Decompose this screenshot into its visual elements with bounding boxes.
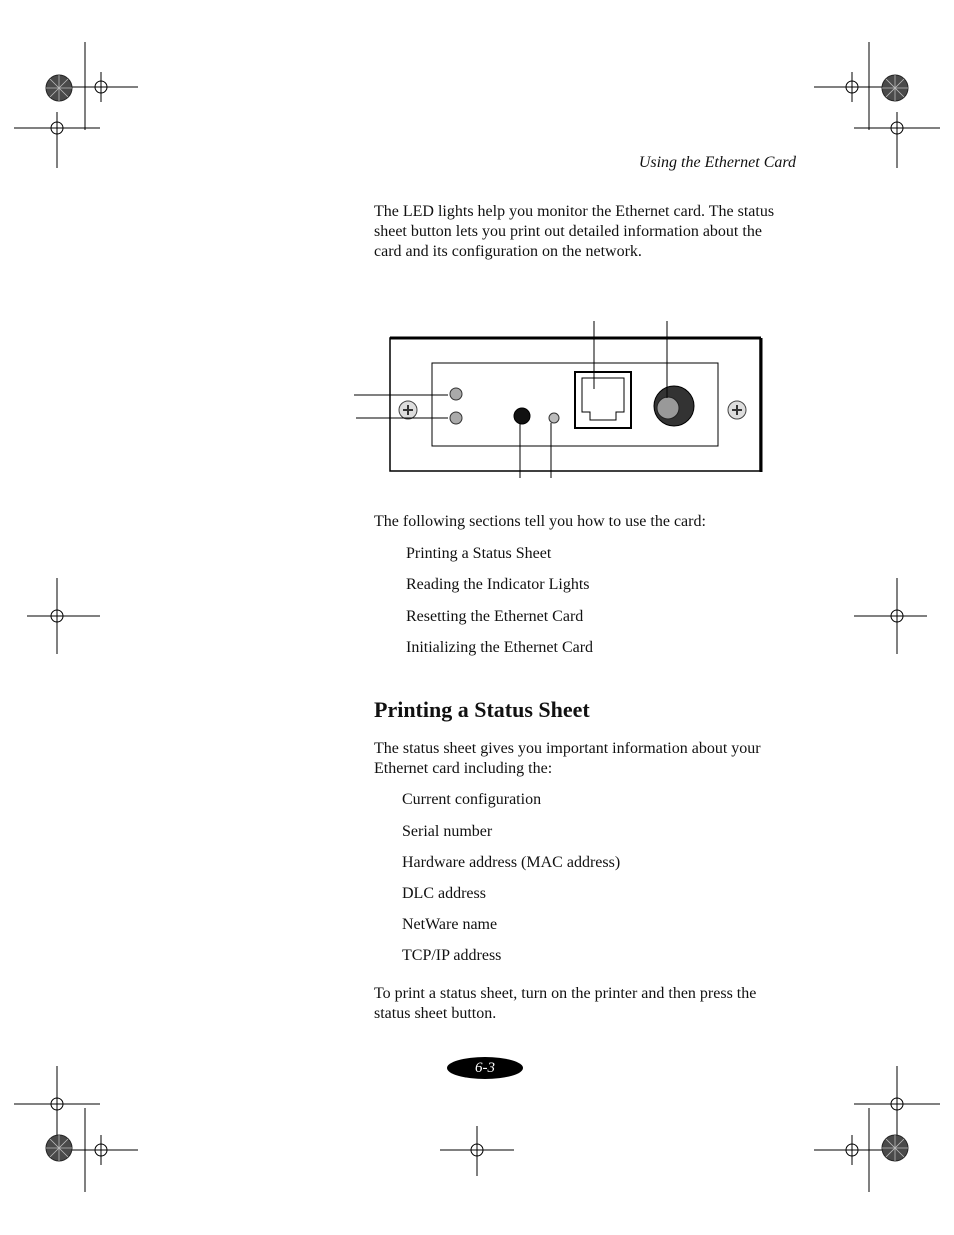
- intro-line: sheet button lets you print out detailed information about the: [374, 223, 762, 240]
- list-item: Initializing the Ethernet Card: [406, 639, 594, 656]
- list-item: Hardware address (MAC address): [402, 854, 621, 871]
- status-sheet-button: [514, 408, 530, 424]
- section-heading: Printing a Status Sheet: [374, 697, 590, 722]
- status-intro: [374, 739, 804, 779]
- closing-line: status sheet button.: [374, 1005, 497, 1022]
- list-item: Current configuration: [402, 791, 542, 808]
- list-item: Serial number: [402, 823, 493, 840]
- screw-icon: [399, 401, 417, 419]
- list-item: Reading the Indicator Lights: [406, 576, 590, 593]
- sections-intro: The following sections tell you how to use the card:: [374, 513, 706, 530]
- running-head: Using the Ethernet Card: [638, 154, 796, 171]
- list-item: NetWare name: [402, 916, 498, 933]
- list-item: Printing a Status Sheet: [406, 545, 552, 562]
- closing-paragraph: [374, 984, 804, 1024]
- closing-line: To print a status sheet, turn on the printer and then press the: [374, 985, 757, 1002]
- list-item: TCP/IP address: [402, 947, 502, 964]
- status-intro-line: The status sheet gives you important information about your: [374, 740, 761, 757]
- list-item: Resetting the Ethernet Card: [406, 608, 584, 625]
- page-number: 6-3: [447, 1057, 523, 1079]
- reset-button: [549, 413, 559, 423]
- list-item: DLC address: [402, 885, 486, 902]
- led-indicator: [450, 388, 462, 400]
- intro-line: card and its configuration on the network.: [374, 243, 642, 260]
- status-intro-line: Ethernet card including the:: [374, 760, 553, 777]
- screw-icon: [728, 401, 746, 419]
- led-indicator: [450, 412, 462, 424]
- intro-line: The LED lights help you monitor the Ethernet card. The status: [374, 203, 775, 220]
